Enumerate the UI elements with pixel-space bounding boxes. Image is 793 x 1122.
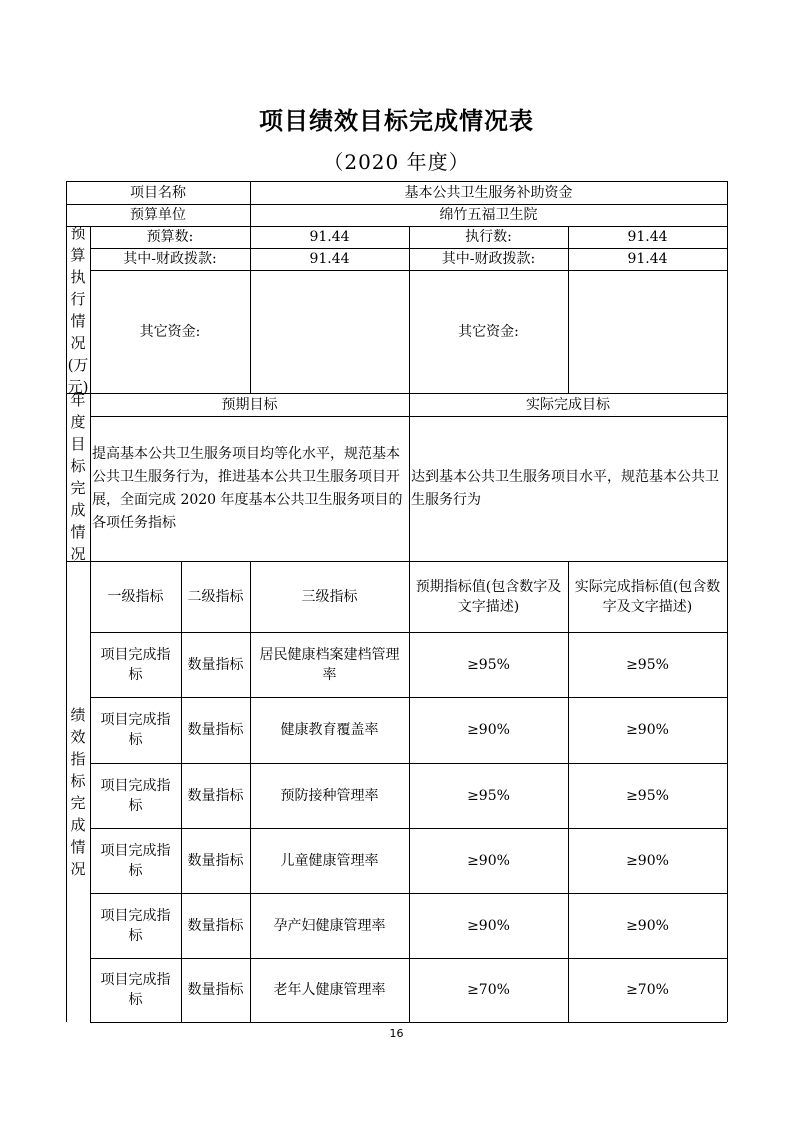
header-level3: 三级指标 [301, 588, 358, 605]
fiscal-label-2: 其中-财政拨款: [441, 251, 536, 267]
table-row-l1: 项目完成指标 [100, 907, 171, 944]
table-row-l3: 老年人健康管理率 [273, 982, 386, 998]
table-row-expected: ≥90% [467, 917, 510, 934]
expected-target-text: 提高基本公共卫生服务项目均等化水平，规范基本公共卫生服务行为，推进基本公共卫生服务项目开展，全面完成 2020 年度基本公共卫生服务项目的各项任务指标 [92, 445, 403, 531]
table-row-l1: 项目完成指标 [100, 842, 171, 879]
fiscal-value-1: 91.44 [309, 251, 350, 267]
budget-amount-value: 91.44 [309, 229, 350, 245]
page-title: 项目绩效目标完成情况表 [259, 107, 534, 135]
budget-amount-label: 预算数: [146, 229, 194, 245]
project-name-value: 基本公共卫生服务补助资金 [404, 184, 573, 201]
table-row-actual: ≥70% [626, 982, 669, 998]
table-row-actual: ≥90% [626, 917, 669, 934]
fiscal-label-1: 其中-财政拨款: [123, 251, 217, 267]
table-row-l3: 居民健康档案建档管理率 [259, 646, 400, 683]
project-name-label: 项目名称 [130, 184, 186, 201]
table-row-expected: ≥70% [467, 982, 510, 998]
table-row-expected: ≥90% [467, 852, 510, 869]
table-row-l1: 项目完成指标 [100, 777, 171, 814]
table-row-l2: 数量指标 [187, 787, 244, 804]
table-row-expected: ≥90% [467, 722, 510, 738]
table-row-l2: 数量指标 [187, 917, 244, 934]
actual-target-text: 达到基本公共卫生服务项目水平，规范基本公共卫生服务行为 [411, 468, 719, 508]
table-row-actual: ≥90% [626, 722, 669, 738]
page-number: 16 [389, 1027, 404, 1040]
table-row-l3: 预防接种管理率 [280, 787, 379, 804]
executed-value: 91.44 [627, 229, 668, 245]
performance-side-label: 绩效指标完成情况 [70, 705, 86, 878]
header-level1: 一级指标 [107, 588, 164, 605]
table-row-l3: 孕产妇健康管理率 [273, 917, 386, 934]
fiscal-value-2: 91.44 [627, 251, 668, 267]
budget-unit-value: 绵竹五福卫生院 [439, 207, 538, 223]
executed-label: 执行数: [465, 229, 512, 245]
actual-target-header: 实际完成目标 [526, 396, 610, 413]
table-row-actual: ≥90% [626, 852, 669, 869]
page-subtitle: （2020 年度） [323, 150, 470, 174]
header-actual-value: 实际完成指标值(包含数字及文字描述) [574, 578, 721, 615]
table-row-l3: 儿童健康管理率 [280, 852, 379, 869]
budget-side-label: 预算执行情况(万元) [67, 223, 89, 396]
table-row-l1: 项目完成指标 [100, 712, 171, 748]
budget-unit-label: 预算单位 [130, 207, 186, 223]
table-row-l3: 健康教育覆盖率 [280, 722, 379, 738]
other-funds-label-2: 其它资金: [458, 323, 519, 340]
header-level2: 二级指标 [187, 588, 244, 605]
table-row-l2: 数量指标 [187, 982, 244, 998]
other-funds-label-1: 其它资金: [139, 323, 201, 340]
table-row-l2: 数量指标 [187, 656, 244, 673]
table-row-actual: ≥95% [626, 787, 669, 804]
table-row-l2: 数量指标 [187, 852, 244, 869]
annual-side-label: 年度目标完成情况 [70, 391, 86, 563]
table-row-expected: ≥95% [467, 787, 510, 804]
table-row-l1: 项目完成指标 [100, 646, 171, 683]
table-row-l1: 项目完成指标 [100, 972, 171, 1008]
header-expected-value: 预期指标值(包含数字及文字描述) [415, 578, 562, 615]
table-row-expected: ≥95% [467, 656, 510, 673]
table-row-actual: ≥95% [626, 656, 669, 673]
table-row-l2: 数量指标 [187, 722, 244, 738]
expected-target-header: 预期目标 [221, 396, 278, 413]
